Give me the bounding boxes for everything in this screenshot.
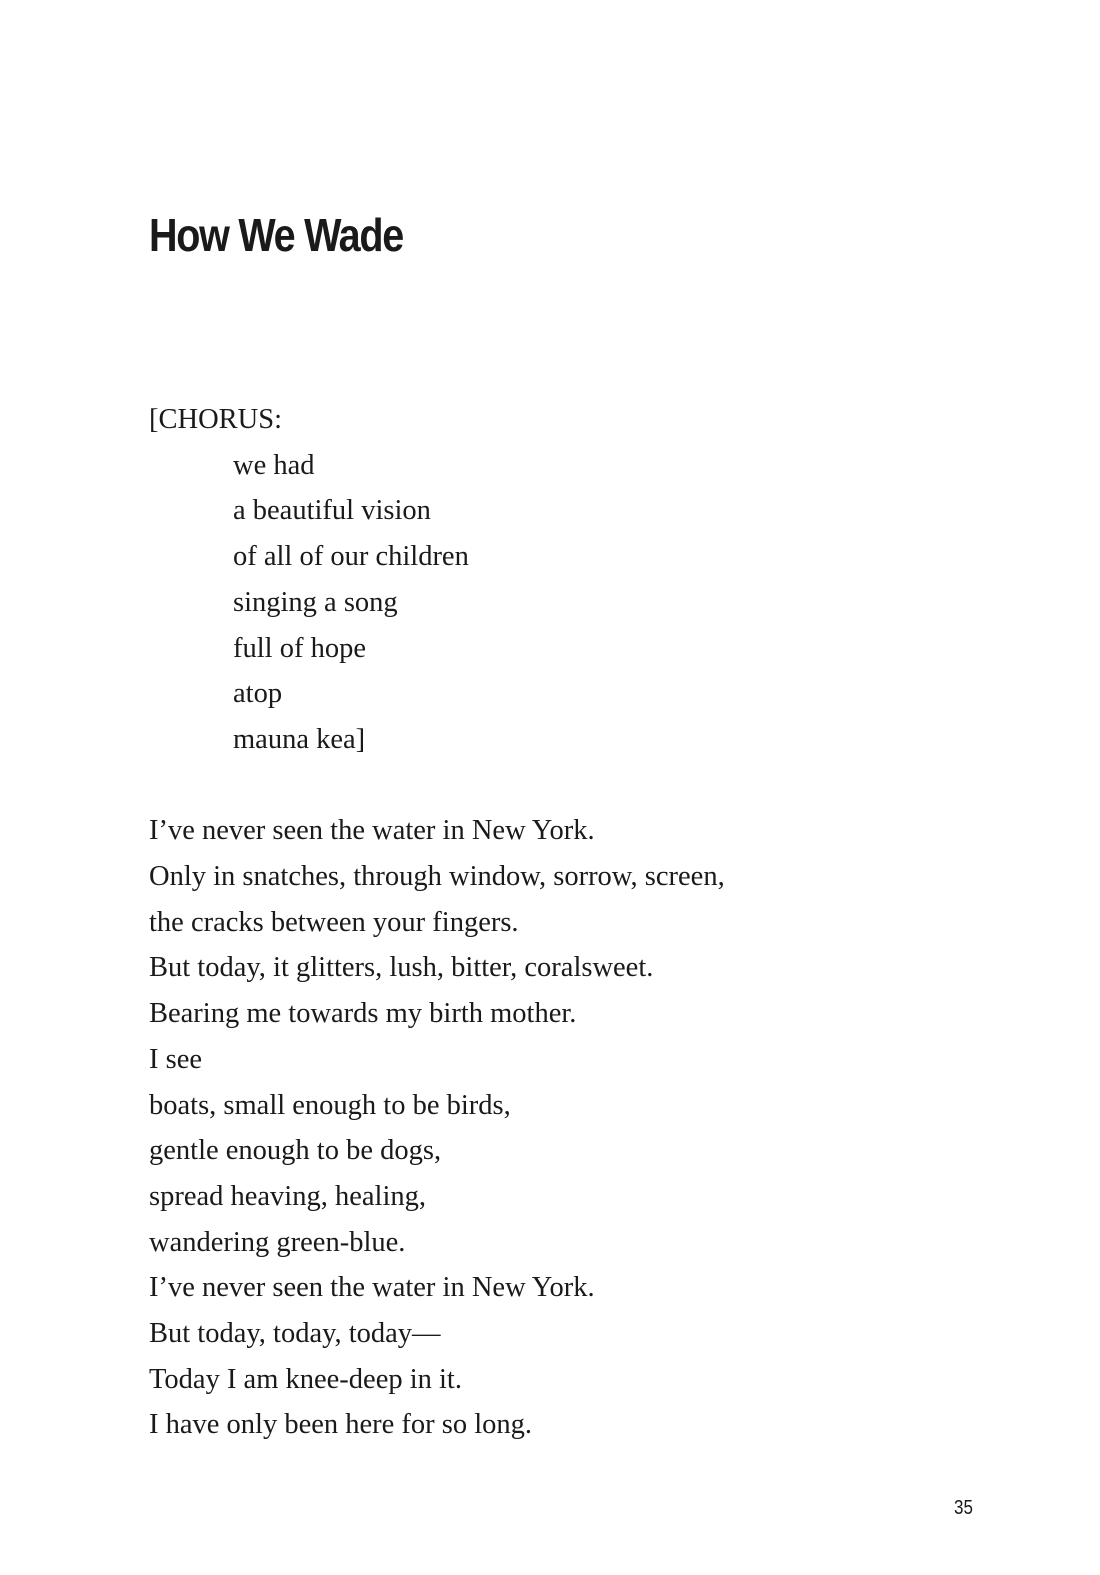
- verse-line: spread heaving, healing,: [149, 1180, 426, 1212]
- verse-line: wandering green-blue.: [149, 1226, 406, 1258]
- verse-line: But today, it glitters, lush, bitter, coralsweet.: [149, 952, 654, 984]
- chorus-line: we had: [233, 449, 315, 481]
- chorus-line: singing a song: [233, 586, 398, 618]
- chorus-line: of all of our children: [233, 541, 469, 573]
- chorus-line: atop: [233, 678, 283, 710]
- poem-body: [149, 397, 1029, 1448]
- poem-title: How We Wade: [149, 209, 403, 261]
- verse-line: Today I am knee-deep in it.: [149, 1363, 462, 1395]
- verse-line: I’ve never seen the water in New York.: [149, 1272, 595, 1304]
- chorus-stanza: [149, 443, 1029, 763]
- verse-line: I’ve never seen the water in New York.: [149, 815, 595, 847]
- chorus-line: full of hope: [233, 632, 366, 664]
- verse-line: Only in snatches, through window, sorrow, screen,: [149, 861, 725, 893]
- chorus-line: a beautiful vision: [233, 495, 431, 527]
- chorus-line: mauna kea]: [233, 723, 366, 755]
- stanza-break: [149, 763, 1029, 809]
- verse-line: boats, small enough to be birds,: [149, 1089, 511, 1121]
- verse-line: gentle enough to be dogs,: [149, 1135, 442, 1167]
- verse-line: But today, today, today—: [149, 1318, 441, 1350]
- verse-line: I see: [149, 1043, 203, 1075]
- verse-line: I have only been here for so long.: [149, 1409, 533, 1441]
- verse-line: the cracks between your fingers.: [149, 906, 519, 938]
- chorus-label: [CHORUS:: [149, 404, 283, 435]
- verse-line: Bearing me towards my birth mother.: [149, 998, 577, 1030]
- page-number: 35: [954, 1497, 973, 1519]
- verse-stanza: [149, 808, 1029, 1448]
